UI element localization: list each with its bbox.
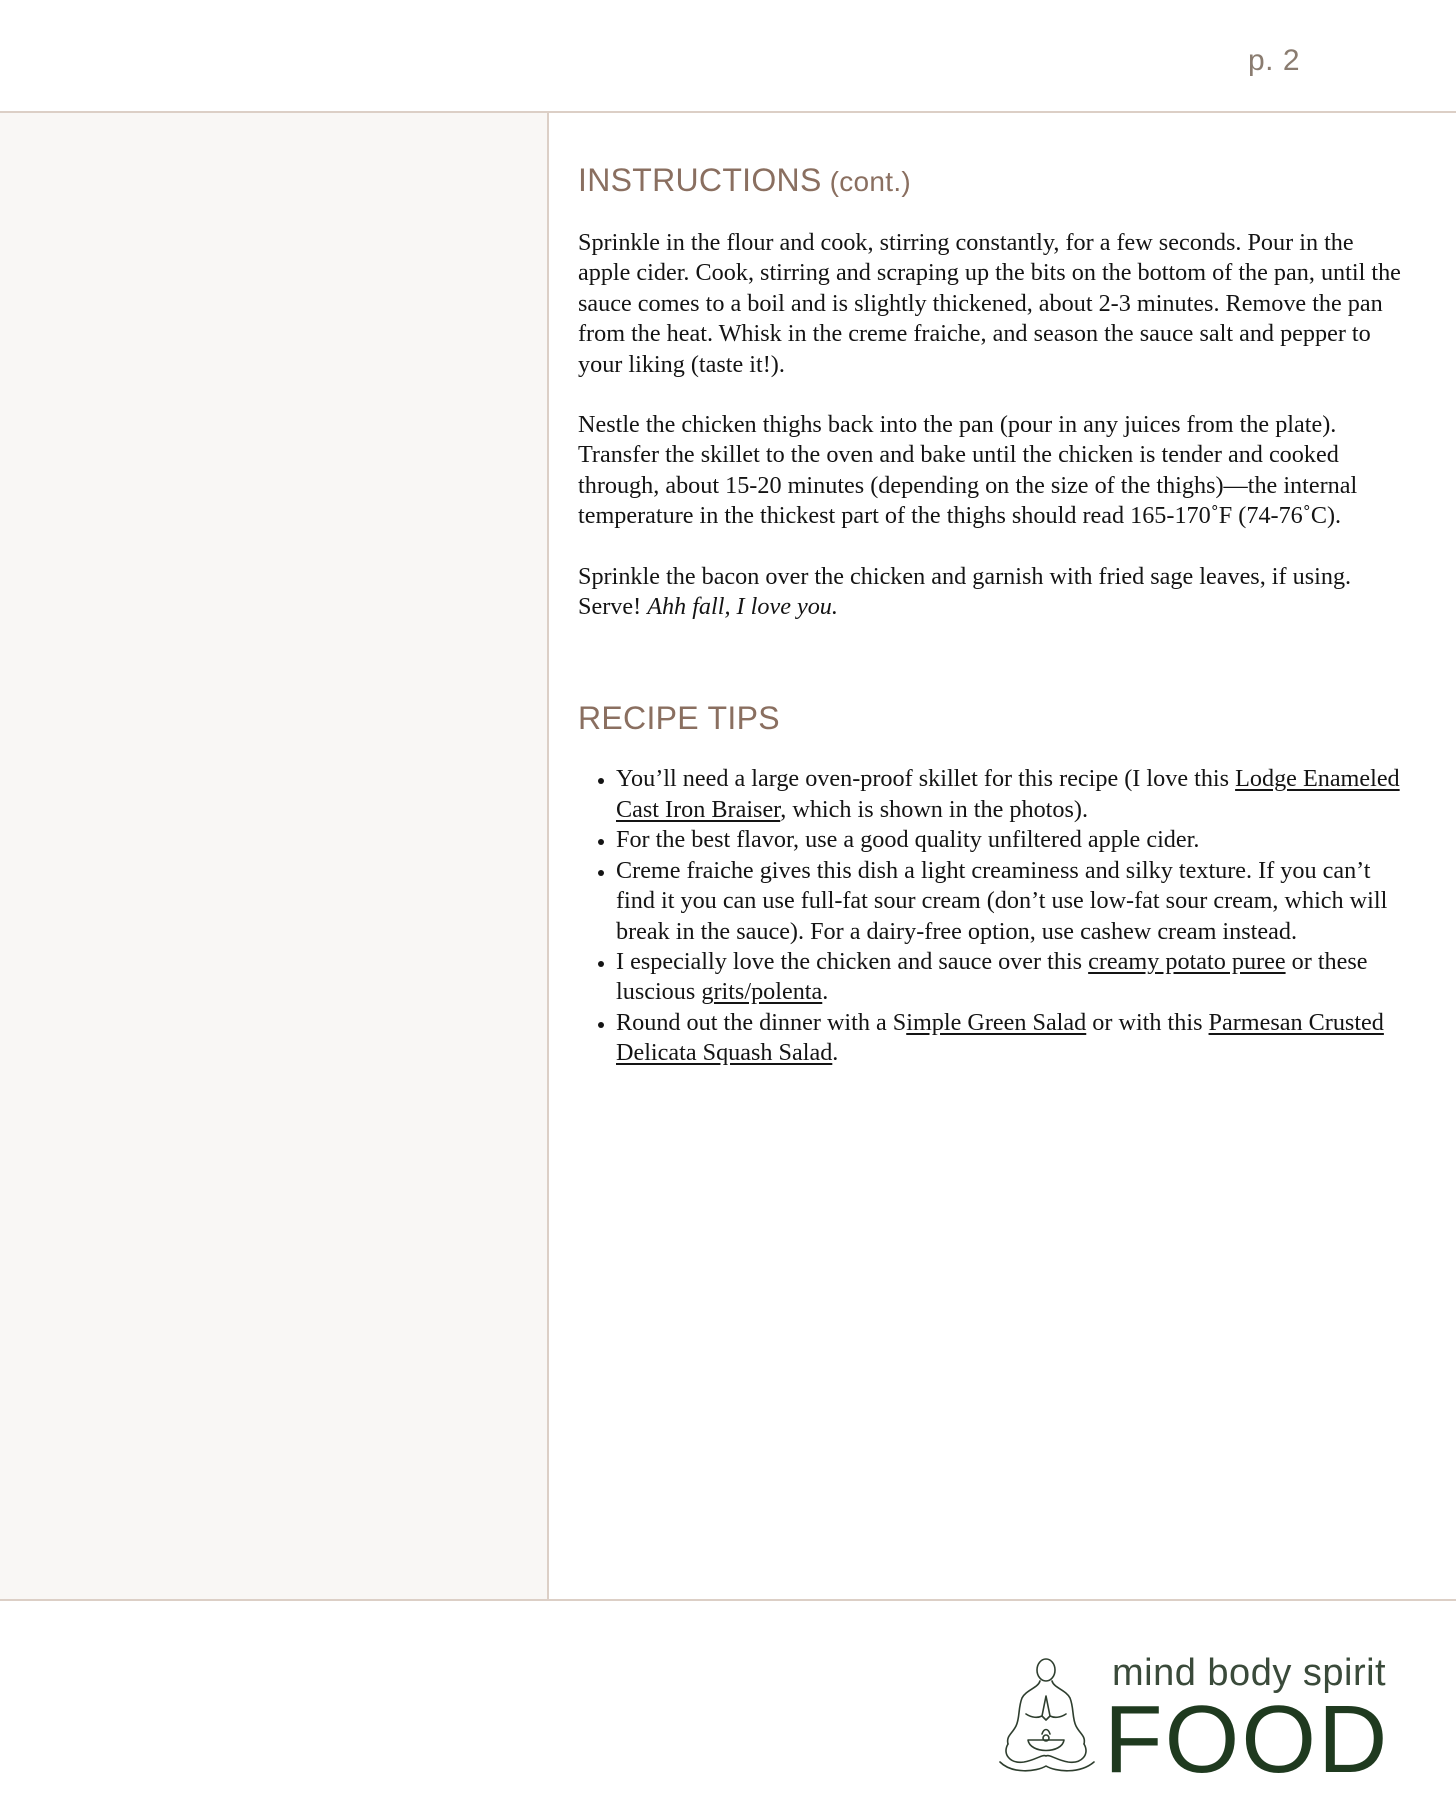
tip-text: I especially love the chicken and sauce over this: [616, 947, 1089, 975]
list-item: [616, 947, 1408, 1008]
tip-text: , which is shown in the photos).: [780, 795, 1088, 823]
grits-polenta-link[interactable]: grits/polenta: [701, 978, 823, 1006]
instruction-italic: Ahh fall, I love you.: [647, 593, 838, 621]
meditating-figure-icon: [996, 1656, 1098, 1780]
tip-text: You’ll need a large oven-proof skillet for this recipe (I love this: [616, 765, 1236, 793]
logo-wordmark: FOOD: [1104, 1686, 1390, 1793]
recipe-tips-heading: RECIPE TIPS: [578, 700, 780, 737]
instruction-paragraph: Sprinkle in the flour and cook, stirring constantly, for a few seconds. Pour in the apple cider. Cook, stirring and scraping up the bits on the bottom of the pan, until the sauce comes to a boil and is slightly thickened, about 2-3 minutes. Remove the pan from the heat. Whisk in the creme fraiche, and season the sauce salt and pepper to your liking (taste it!).: [578, 229, 1401, 378]
instructions-heading: [578, 158, 1408, 204]
tip-text: .: [822, 978, 829, 1006]
side-panel: [0, 113, 547, 1599]
green-salad-link[interactable]: imple Green Salad: [906, 1008, 1087, 1036]
list-item: [616, 1008, 1408, 1069]
footer-divider: [0, 1599, 1456, 1601]
recipe-tips-list: [578, 764, 1408, 1068]
main-content: [578, 158, 1408, 1069]
list-item: [616, 764, 1408, 825]
braiser-link[interactable]: Lodge Enameled Cast Iron Braiser: [616, 765, 1400, 823]
tip-text: Creme fraiche gives this dish a light creaminess and silky texture. If you can’t find it you can use full-fat sour cream (don’t use low-fat sour cream, which will break in the sauce). For a dairy-free option, use cashew cream instead.: [616, 856, 1388, 945]
instructions-heading-suffix: (cont.): [829, 166, 912, 197]
column-divider: [547, 113, 549, 1599]
instructions-heading-text: INSTRUCTIONS: [578, 162, 822, 198]
list-item: [616, 856, 1408, 947]
potato-puree-link[interactable]: creamy potato puree: [1088, 947, 1286, 975]
tip-text: For the best flavor, use a good quality unfiltered apple cider.: [616, 826, 1200, 854]
tip-text: .: [832, 1039, 839, 1067]
squash-salad-link[interactable]: Parmesan Crusted Delicata Squash Salad: [616, 1008, 1384, 1067]
tip-text: or these luscious: [616, 947, 1368, 1006]
logo-tagline: mind body spirit: [1112, 1652, 1387, 1694]
page-number: p. 2: [1248, 44, 1301, 77]
list-item: [616, 825, 1408, 855]
brand-logo: [996, 1652, 1416, 1793]
tip-text: or with this: [1086, 1008, 1209, 1036]
instruction-paragraph: Nestle the chicken thighs back into the pan (pour in any juices from the plate). Transfer the skillet to the oven and bake until the chicken is tender and cooked through, about 15-20 minutes (depending on the size of the thighs)—the internal temperature in the thickest part of the thighs should read 165-170˚F (74-76˚C).: [578, 411, 1358, 530]
instruction-text: Sprinkle the bacon over the chicken and garnish with fried sage leaves, if using. Serve!: [578, 562, 1352, 621]
instruction-paragraph: [578, 562, 1408, 623]
tip-text: Round out the dinner with a S: [616, 1008, 907, 1036]
